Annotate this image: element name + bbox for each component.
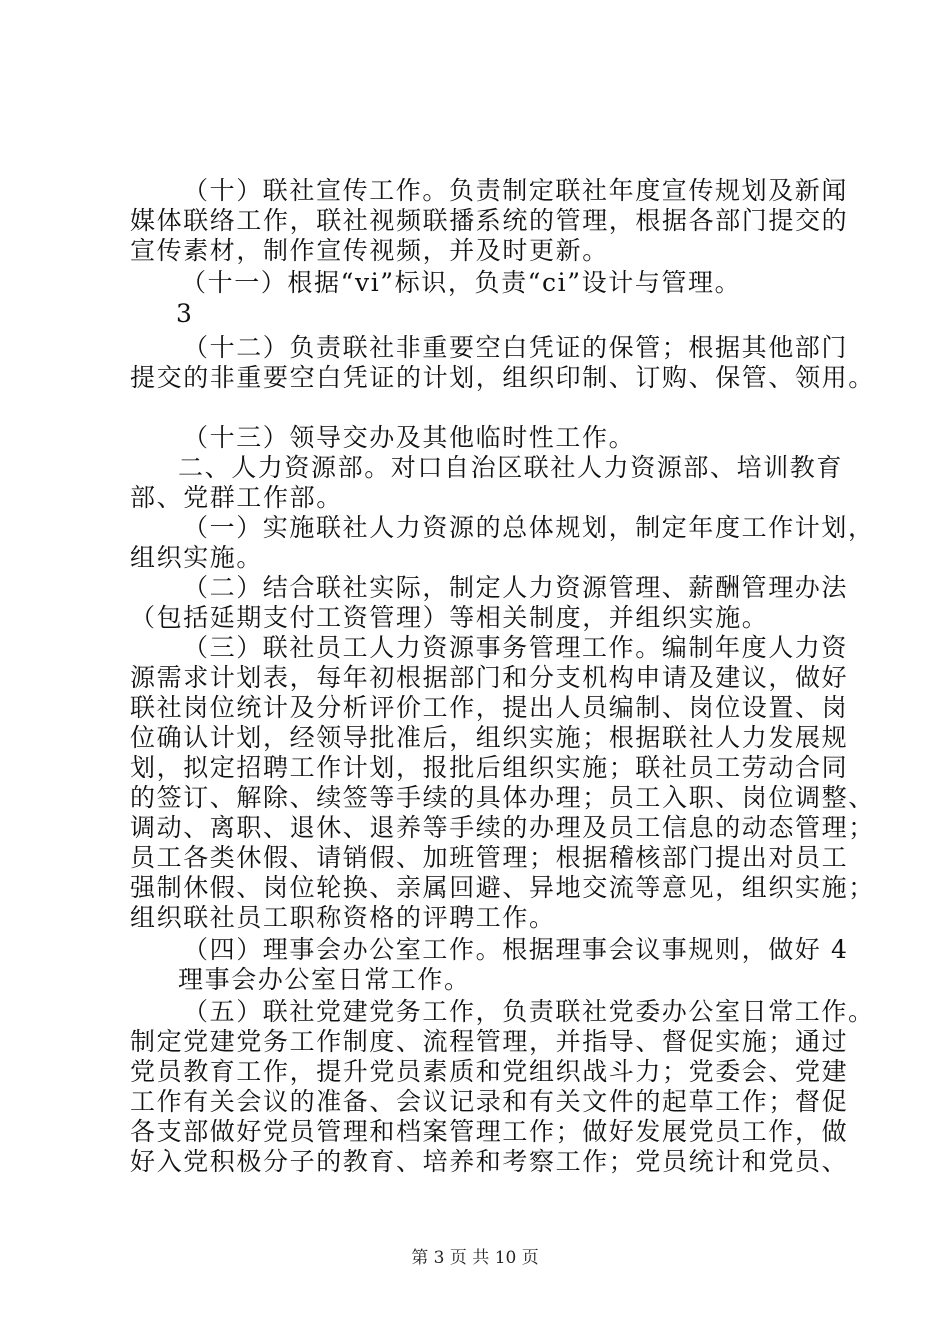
text-line: （二）结合联社实际，制定人力资源管理、薪酬管理办法	[183, 573, 849, 602]
text-line: （十二）负责联社非重要空白凭证的保管；根据其他部门	[183, 333, 849, 362]
text-line: 制定党建党务工作制度、流程管理，并指导、督促实施；通过	[130, 1027, 849, 1056]
text-line: 组织联社员工职称资格的评聘工作。	[130, 903, 556, 932]
text-line: （包括延期支付工资管理）等相关制度，并组织实施。	[130, 603, 769, 632]
text-line: 党员教育工作，提升党员素质和党组织战斗力；党委会、党建	[130, 1057, 849, 1086]
text-line: 员工各类休假、请销假、加班管理；根据稽核部门提出对员工	[130, 843, 849, 872]
text-line: （一）实施联社人力资源的总体规划，制定年度工作计划，	[183, 513, 875, 542]
text-line: 组织实施。	[130, 543, 264, 572]
text-line: （十三）领导交办及其他临时性工作。	[183, 423, 636, 452]
text-line: 的签订、解除、续签等手续的具体办理；员工入职、岗位调整、	[130, 783, 875, 812]
text-line: 媒体联络工作，联社视频联播系统的管理，根据各部门提交的	[130, 206, 849, 235]
text-line: 划，拟定招聘工作计划，报批后组织实施；联社员工劳动合同	[130, 753, 849, 782]
text-line: 调动、离职、退休、退养等手续的办理及员工信息的动态管理；	[130, 813, 875, 842]
text-line: 部、党群工作部。	[130, 483, 343, 512]
page-footer: 第 3 页 共 10 页	[411, 1248, 539, 1268]
text-line: 理事会办公室日常工作。	[178, 965, 471, 994]
text-line: 提交的非重要空白凭证的计划，组织印制、订购、保管、领用。	[130, 363, 875, 392]
text-line: （十一）根据“vi”标识，负责“ci”设计与管理。	[181, 268, 742, 297]
text-line: （三）联社员工人力资源事务管理工作。编制年度人力资	[183, 633, 849, 662]
text-line: 位确认计划，经领导批准后，组织实施；根据联社人力发展规	[130, 723, 849, 752]
text-line: （十）联社宣传工作。负责制定联社年度宣传规划及新闻	[183, 176, 849, 205]
text-line: 各支部做好党员管理和档案管理工作；做好发展党员工作，做	[130, 1117, 849, 1146]
section-heading: 二、人力资源部。对口自治区联社人力资源部、培训教育	[178, 453, 844, 482]
text-line: 宣传素材，制作宣传视频，并及时更新。	[130, 236, 609, 265]
text-line: 源需求计划表，每年初根据部门和分支机构申请及建议，做好	[130, 663, 849, 692]
page-marker: 3	[176, 299, 194, 328]
text-line: 工作有关会议的准备、会议记录和有关文件的起草工作；督促	[130, 1087, 849, 1116]
text-line: 联社岗位统计及分析评价工作，提出人员编制、岗位设置、岗	[130, 693, 849, 722]
text-line: （五）联社党建党务工作，负责联社党委办公室日常工作。	[183, 997, 875, 1026]
text-line: 强制休假、岗位轮换、亲属回避、异地交流等意见，组织实施；	[130, 873, 875, 902]
text-line: （四）理事会办公室工作。根据理事会议事规则，做好 4	[183, 935, 849, 964]
text-line: 好入党积极分子的教育、培养和考察工作；党员统计和党员、	[130, 1147, 849, 1176]
